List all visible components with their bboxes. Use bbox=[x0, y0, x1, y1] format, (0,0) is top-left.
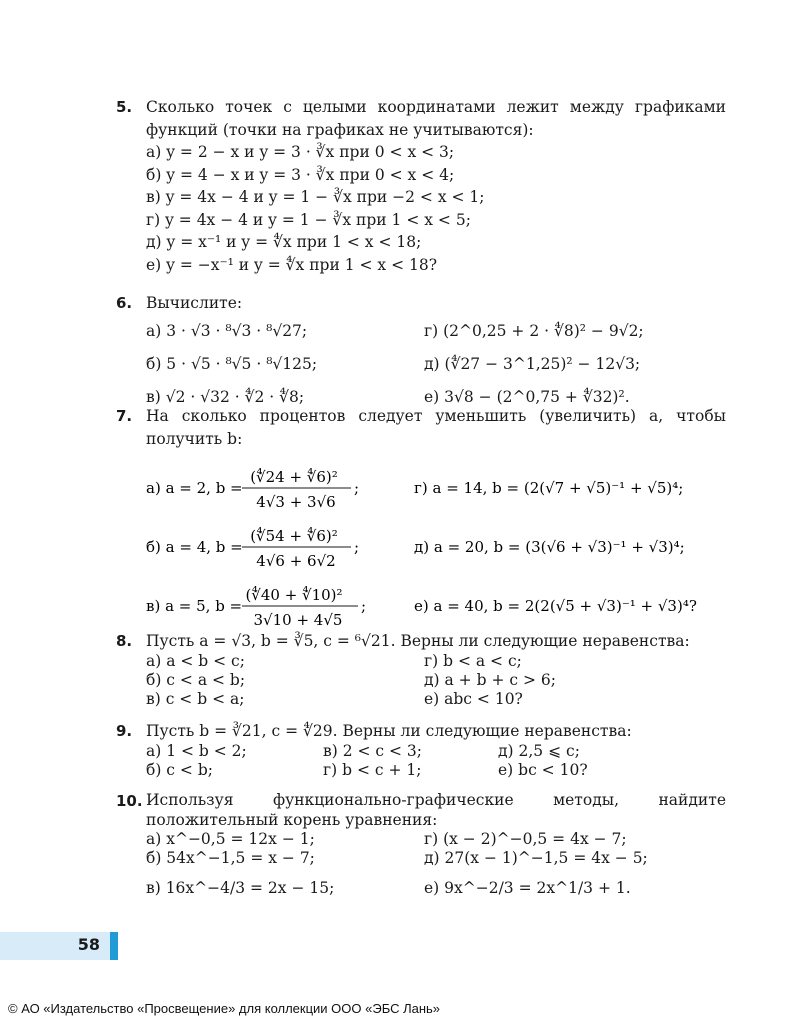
problem-item: а) 3 · √3 · ⁸√3 · ⁸√27; bbox=[146, 321, 308, 340]
problem-9 bbox=[116, 720, 726, 780]
problem-item: а) a < b < c; bbox=[146, 652, 245, 670]
fraction-denominator: 4√3 + 3√6 bbox=[256, 493, 336, 511]
problem-item: д) y = x⁻¹ и y = ∜x при 1 < x < 18; bbox=[146, 233, 422, 251]
problem-item: в) y = 4x − 4 и y = 1 − ∛x при −2 < x < 1; bbox=[146, 188, 485, 206]
problem-item: в) √2 · √32 · ∜2 · ∜8; bbox=[146, 387, 305, 406]
problem-item-label: б) a = 4, b = bbox=[146, 538, 243, 556]
problem-item: б) 5 · √5 · ⁸√5 · ⁸√125; bbox=[146, 354, 318, 373]
problem-item: г) (2^0,25 + 2 · ∜8)² − 9√2; bbox=[424, 321, 644, 340]
problem-row bbox=[146, 742, 726, 761]
problem-item: б) 54x^−1,5 = x − 7; bbox=[146, 849, 315, 867]
problem-item: г) y = 4x − 4 и y = 1 − ∛x при 1 < x < 5; bbox=[146, 210, 471, 229]
fraction-numerator: (∜24 + ∜6)² bbox=[250, 468, 338, 486]
problem-item: а) y = 2 − x и y = 3 · ∛x при 0 < x < 3; bbox=[146, 143, 455, 161]
problem-number: 5. bbox=[116, 98, 133, 116]
problem-number: 9. bbox=[116, 722, 133, 740]
problem-text: Используя функционально-графические методы, найдите положительный корень уравнения: bbox=[146, 791, 726, 829]
problem-row bbox=[146, 868, 726, 908]
problem-item: г) a = 14, b = (2(√7 + √5)⁻¹ + √5)⁴; bbox=[414, 479, 684, 497]
problem-item: г) b < c + 1; bbox=[323, 761, 422, 779]
page-number: 58 bbox=[77, 935, 100, 954]
problem-number: 7. bbox=[116, 407, 133, 425]
fraction-denominator: 4√6 + 6√2 bbox=[256, 552, 336, 570]
problem-row bbox=[146, 315, 726, 348]
page-accent-bar bbox=[110, 932, 118, 960]
problem-item: в) 16x^−4/3 = 2x − 15; bbox=[146, 879, 335, 897]
problem-row bbox=[146, 690, 726, 709]
problem-item: д) a = 20, b = (3(√6 + √3)⁻¹ + √3)⁴; bbox=[414, 538, 685, 556]
problem-text: Сколько точек с целыми координатами лежит между графиками функций (точки на графиках не учитываются): bbox=[146, 98, 726, 139]
problem-item: е) bc < 10? bbox=[498, 761, 588, 779]
problem-item: в) 2 < c < 3; bbox=[323, 742, 423, 760]
problem-item-label: а) a = 2, b = bbox=[146, 479, 243, 497]
problem-row bbox=[146, 652, 726, 671]
problem-item: б) c < b; bbox=[146, 761, 213, 779]
problem-number: 6. bbox=[116, 294, 133, 312]
problem-row bbox=[146, 830, 726, 849]
fraction-items bbox=[146, 452, 746, 632]
item-end: ; bbox=[354, 538, 360, 556]
problem-row bbox=[146, 761, 726, 780]
problem-5 bbox=[116, 96, 726, 276]
problem-10 bbox=[116, 790, 726, 908]
problem-item: е) y = −x⁻¹ и y = ∜x при 1 < x < 18? bbox=[146, 255, 438, 274]
problem-item: е) 9x^−2/3 = 2x^1/3 + 1. bbox=[424, 879, 631, 897]
problem-item: а) x^−0,5 = 12x − 1; bbox=[146, 830, 315, 848]
problem-item: д) 27(x − 1)^−1,5 = 4x − 5; bbox=[424, 849, 648, 867]
problem-item: б) c < a < b; bbox=[146, 671, 246, 689]
problem-number: 10. bbox=[116, 792, 143, 810]
problem-item: а) 1 < b < 2; bbox=[146, 742, 247, 760]
problem-8 bbox=[116, 630, 726, 709]
problem-number: 8. bbox=[116, 632, 133, 650]
page-number-band bbox=[0, 932, 118, 960]
problem-item: г) (x − 2)^−0,5 = 4x − 7; bbox=[424, 830, 627, 848]
problem-item: е) a = 40, b = 2(2(√5 + √3)⁻¹ + √3)⁴? bbox=[414, 597, 697, 615]
problem-text: Пусть b = ∛21, c = ∜29. Верны ли следующие неравенства: bbox=[146, 722, 632, 740]
problem-item: е) 3√8 − (2^0,75 + ∜32)². bbox=[424, 387, 630, 406]
item-end: ; bbox=[361, 597, 367, 615]
problem-text: Вычислите: bbox=[146, 294, 243, 312]
fraction-numerator: (∜40 + ∜10)² bbox=[245, 586, 343, 604]
problem-7 bbox=[116, 405, 726, 632]
item-end: ; bbox=[354, 479, 360, 497]
problem-row bbox=[146, 671, 726, 690]
problem-text: На сколько процентов следует уменьшить (увеличить) a, чтобы получить b: bbox=[146, 407, 726, 448]
problem-item: г) b < a < c; bbox=[424, 652, 522, 670]
problem-item: д) (∜27 − 3^1,25)² − 12√3; bbox=[424, 354, 641, 373]
problem-text: Пусть a = √3, b = ∛5, c = ⁶√21. Верны ли следующие неравенства: bbox=[146, 632, 690, 650]
problem-item: д) a + b + c > 6; bbox=[424, 671, 556, 689]
problem-row bbox=[146, 849, 726, 868]
problem-item: в) c < b < a; bbox=[146, 690, 245, 708]
problem-item: е) abc < 10? bbox=[424, 690, 523, 708]
problem-row bbox=[146, 348, 726, 381]
problem-item-label: в) a = 5, b = bbox=[146, 597, 243, 615]
problem-6 bbox=[116, 292, 726, 414]
copyright-notice: © АО «Издательство «Просвещение» для коллекции ООО «ЭБС Лань» bbox=[8, 1001, 441, 1016]
fraction-numerator: (∜54 + ∜6)² bbox=[250, 527, 338, 545]
problem-item: б) y = 4 − x и y = 3 · ∛x при 0 < x < 4; bbox=[146, 165, 455, 184]
fraction-denominator: 3√10 + 4√5 bbox=[253, 611, 343, 629]
problem-item: д) 2,5 ⩽ c; bbox=[498, 742, 580, 760]
